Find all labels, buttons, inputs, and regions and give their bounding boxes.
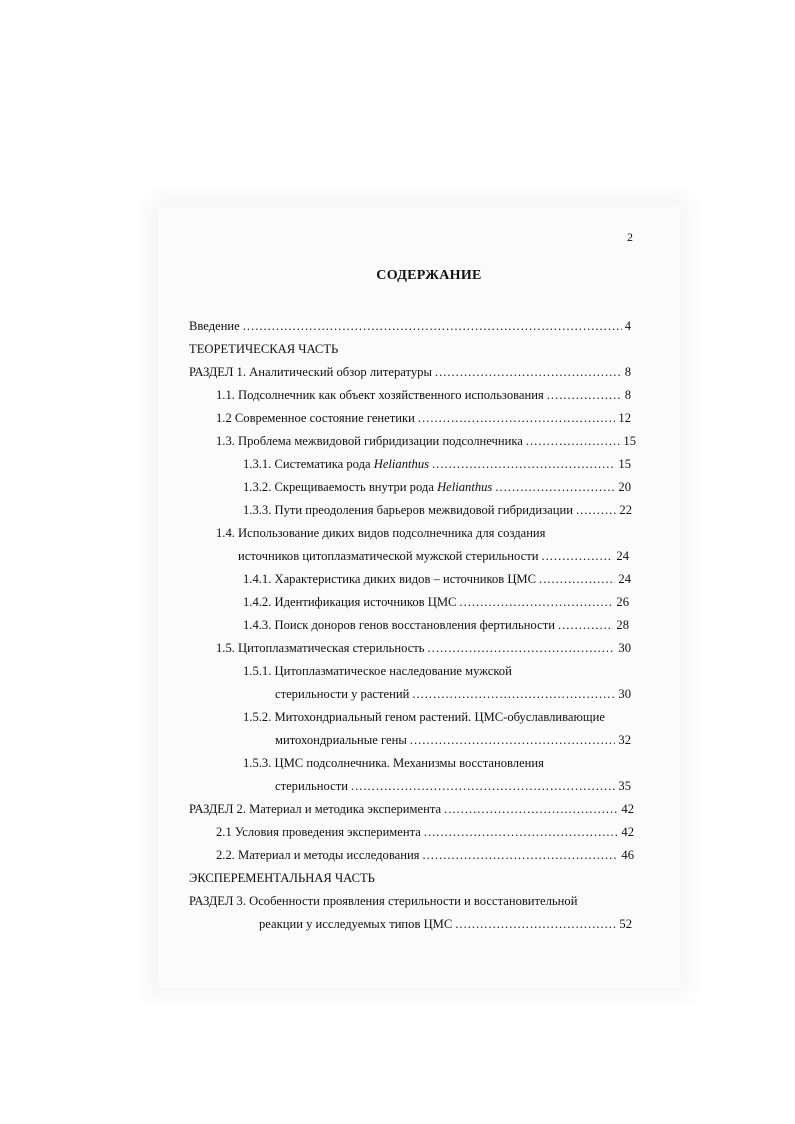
toc-leader-dots	[541, 548, 613, 564]
toc-entry-text: 1.3.1. Систематика рода	[243, 457, 371, 471]
toc-leader-dots	[351, 778, 615, 794]
toc-entry-page: 15	[618, 457, 631, 471]
toc-entry	[275, 778, 631, 794]
toc-entry-page: 15	[623, 434, 636, 448]
toc-entry-label	[216, 526, 545, 540]
toc-entry	[238, 548, 629, 564]
toc-leader-dots	[576, 502, 616, 518]
toc-leader-dots	[558, 617, 613, 633]
toc-entry	[275, 686, 631, 702]
toc-entry	[243, 571, 631, 587]
toc-leader-dots	[410, 732, 616, 748]
toc-entry-text: 2.1 Условия проведения эксперимента	[216, 825, 421, 839]
toc-entry-label	[189, 318, 240, 334]
toc-leader-dots	[435, 364, 622, 380]
toc-entry-page: 20	[618, 480, 631, 494]
toc-entry-label	[189, 364, 432, 380]
toc-entry-page: 8	[624, 388, 631, 402]
toc-entry-text: Введение	[189, 319, 240, 333]
toc-entry-page: 24	[616, 549, 629, 563]
toc-entry-text: 1.4.1. Характеристика диких видов – источников ЦМС	[243, 572, 537, 586]
toc-leader-dots	[539, 571, 615, 587]
toc-entry-page: 42	[621, 802, 634, 816]
toc-entry	[216, 847, 634, 863]
toc-entry-label	[216, 824, 421, 840]
page-title: СОДЕРЖАНИЕ	[376, 268, 482, 283]
toc-entry-page: 35	[618, 779, 631, 793]
toc-entry-label	[216, 640, 425, 656]
toc-entry-label	[189, 871, 375, 885]
toc-entry-label	[216, 387, 544, 403]
toc-entry-label	[243, 502, 573, 518]
toc-leader-dots	[547, 387, 622, 403]
toc-entry	[243, 479, 631, 495]
toc-leader-dots	[418, 410, 616, 426]
toc-entry	[243, 456, 631, 472]
toc-entry-text: стерильности у растений	[275, 687, 410, 701]
toc-leader-dots	[495, 479, 615, 495]
toc-entry-page: 30	[618, 687, 631, 701]
toc-entry-label	[189, 801, 441, 817]
toc-entry-page: 8	[624, 365, 631, 379]
toc-entry	[259, 916, 632, 932]
toc-entry-page: 32	[618, 733, 631, 747]
toc-entry-page: 22	[619, 503, 632, 517]
toc-leader-dots	[444, 801, 618, 817]
toc-entry-text: ТЕОРЕТИЧЕСКАЯ ЧАСТЬ	[189, 342, 339, 356]
toc-entry-italic: Helianthus	[373, 457, 430, 471]
toc-entry	[189, 801, 634, 817]
toc-entry-text: стерильности	[275, 779, 348, 793]
toc-entry-label	[243, 756, 544, 770]
toc-entry-text: 1.3. Проблема межвидовой гибридизации подсолнечника	[216, 434, 523, 448]
toc-entry-label	[243, 479, 492, 495]
toc-entry	[189, 870, 375, 886]
toc-leader-dots	[526, 433, 621, 449]
toc-entry	[189, 318, 631, 334]
toc-entry-label	[243, 617, 555, 633]
toc-entry-text: 1.5. Цитоплазматическая стерильность	[216, 641, 425, 655]
toc-entry-text: РАЗДЕЛ 2. Материал и методика эксперимента	[189, 802, 442, 816]
toc-entry-page: 46	[621, 848, 634, 862]
toc-entry-italic: Helianthus	[437, 480, 493, 494]
toc-entry-label	[243, 710, 605, 724]
toc-entry-label	[189, 894, 577, 908]
toc-entry-text: 2.2. Материал и методы исследования	[216, 848, 420, 862]
toc-leader-dots	[243, 318, 622, 334]
page-number: 2	[627, 230, 633, 244]
toc-leader-dots	[459, 594, 613, 610]
toc-entry-label	[243, 664, 512, 678]
toc-entry	[243, 594, 629, 610]
toc-entry-text: митохондриальные гены	[275, 733, 407, 747]
toc-entry-label	[216, 433, 523, 449]
toc-entry-text: источников цитоплазматической мужской стерильности	[238, 549, 539, 563]
toc-entry-label	[275, 778, 348, 794]
toc-entry-page: 24	[618, 572, 631, 586]
toc-leader-dots	[432, 456, 615, 472]
toc-leader-dots	[412, 686, 615, 702]
toc-entry	[216, 387, 631, 403]
toc-entry-text: 1.4.2. Идентификация источников ЦМС	[243, 595, 457, 609]
toc-entry-label	[216, 410, 415, 426]
toc-entry-page: 52	[619, 917, 632, 931]
toc-entry	[216, 525, 545, 541]
toc-entry	[243, 663, 512, 679]
toc-entry-label	[189, 342, 338, 356]
toc-entry-label	[243, 594, 456, 610]
toc-entry-text: 1.4. Использование диких видов подсолнечника для создания	[216, 526, 546, 540]
toc-entry-text: 1.4.3. Поиск доноров генов восстановления фертильности	[243, 618, 555, 632]
toc-entry-label	[243, 456, 429, 472]
toc-entry-text: РАЗДЕЛ 3. Особенности проявления стерильности и восстановительной	[189, 894, 578, 908]
toc-entry-page: 12	[618, 411, 631, 425]
toc-entry	[243, 755, 544, 771]
toc-leader-dots	[428, 640, 616, 656]
toc-entry-page: 26	[616, 595, 629, 609]
toc-entry-label	[243, 571, 536, 587]
toc-entry	[243, 617, 629, 633]
toc-entry-text: 1.5.1. Цитоплазматическое наследование мужской	[243, 664, 512, 678]
toc-entry-label	[238, 548, 538, 564]
toc-entry	[216, 410, 631, 426]
toc-entry	[189, 893, 577, 909]
toc-entry	[216, 433, 636, 449]
toc-entry-label	[275, 686, 409, 702]
toc-entry-text: ЭКСПЕРЕМЕНТАЛЬНАЯ ЧАСТЬ	[189, 871, 375, 885]
toc-entry-text: РАЗДЕЛ 1. Аналитический обзор литературы	[189, 365, 432, 379]
toc-leader-dots	[455, 916, 616, 932]
toc-entry-text: 1.5.2. Митохондриальный геном растений. ЦМС-обуславливающие	[243, 710, 605, 724]
toc-entry-text: 1.3.2. Скрещиваемость внутри рода	[243, 480, 434, 494]
toc-entry-label	[275, 732, 407, 748]
toc-entry-page: 4	[624, 319, 631, 333]
toc-entry	[189, 341, 338, 357]
toc-entry-text: 1.3.3. Пути преодоления барьеров межвидовой гибридизации	[243, 503, 573, 517]
toc-entry	[216, 824, 634, 840]
toc-entry-text: 1.5.3. ЦМС подсолнечника. Механизмы восстановления	[243, 756, 544, 770]
toc-entry-text: реакции у исследуемых типов ЦМС	[259, 917, 453, 931]
toc-entry	[275, 732, 631, 748]
toc-entry	[216, 640, 631, 656]
toc-entry	[189, 364, 631, 380]
toc-entry-page: 42	[621, 825, 634, 839]
toc-entry-text: 1.2 Современное состояние генетики	[216, 411, 415, 425]
toc-entry	[243, 709, 605, 725]
toc-entry-label	[216, 847, 419, 863]
toc-entry	[243, 502, 632, 518]
toc-entry-page: 28	[616, 618, 629, 632]
toc-entry-text: 1.1. Подсолнечник как объект хозяйственного использования	[216, 388, 544, 402]
toc-leader-dots	[424, 824, 619, 840]
toc-entry-page: 30	[618, 641, 631, 655]
toc-entry-label	[259, 916, 452, 932]
toc-leader-dots	[422, 847, 618, 863]
